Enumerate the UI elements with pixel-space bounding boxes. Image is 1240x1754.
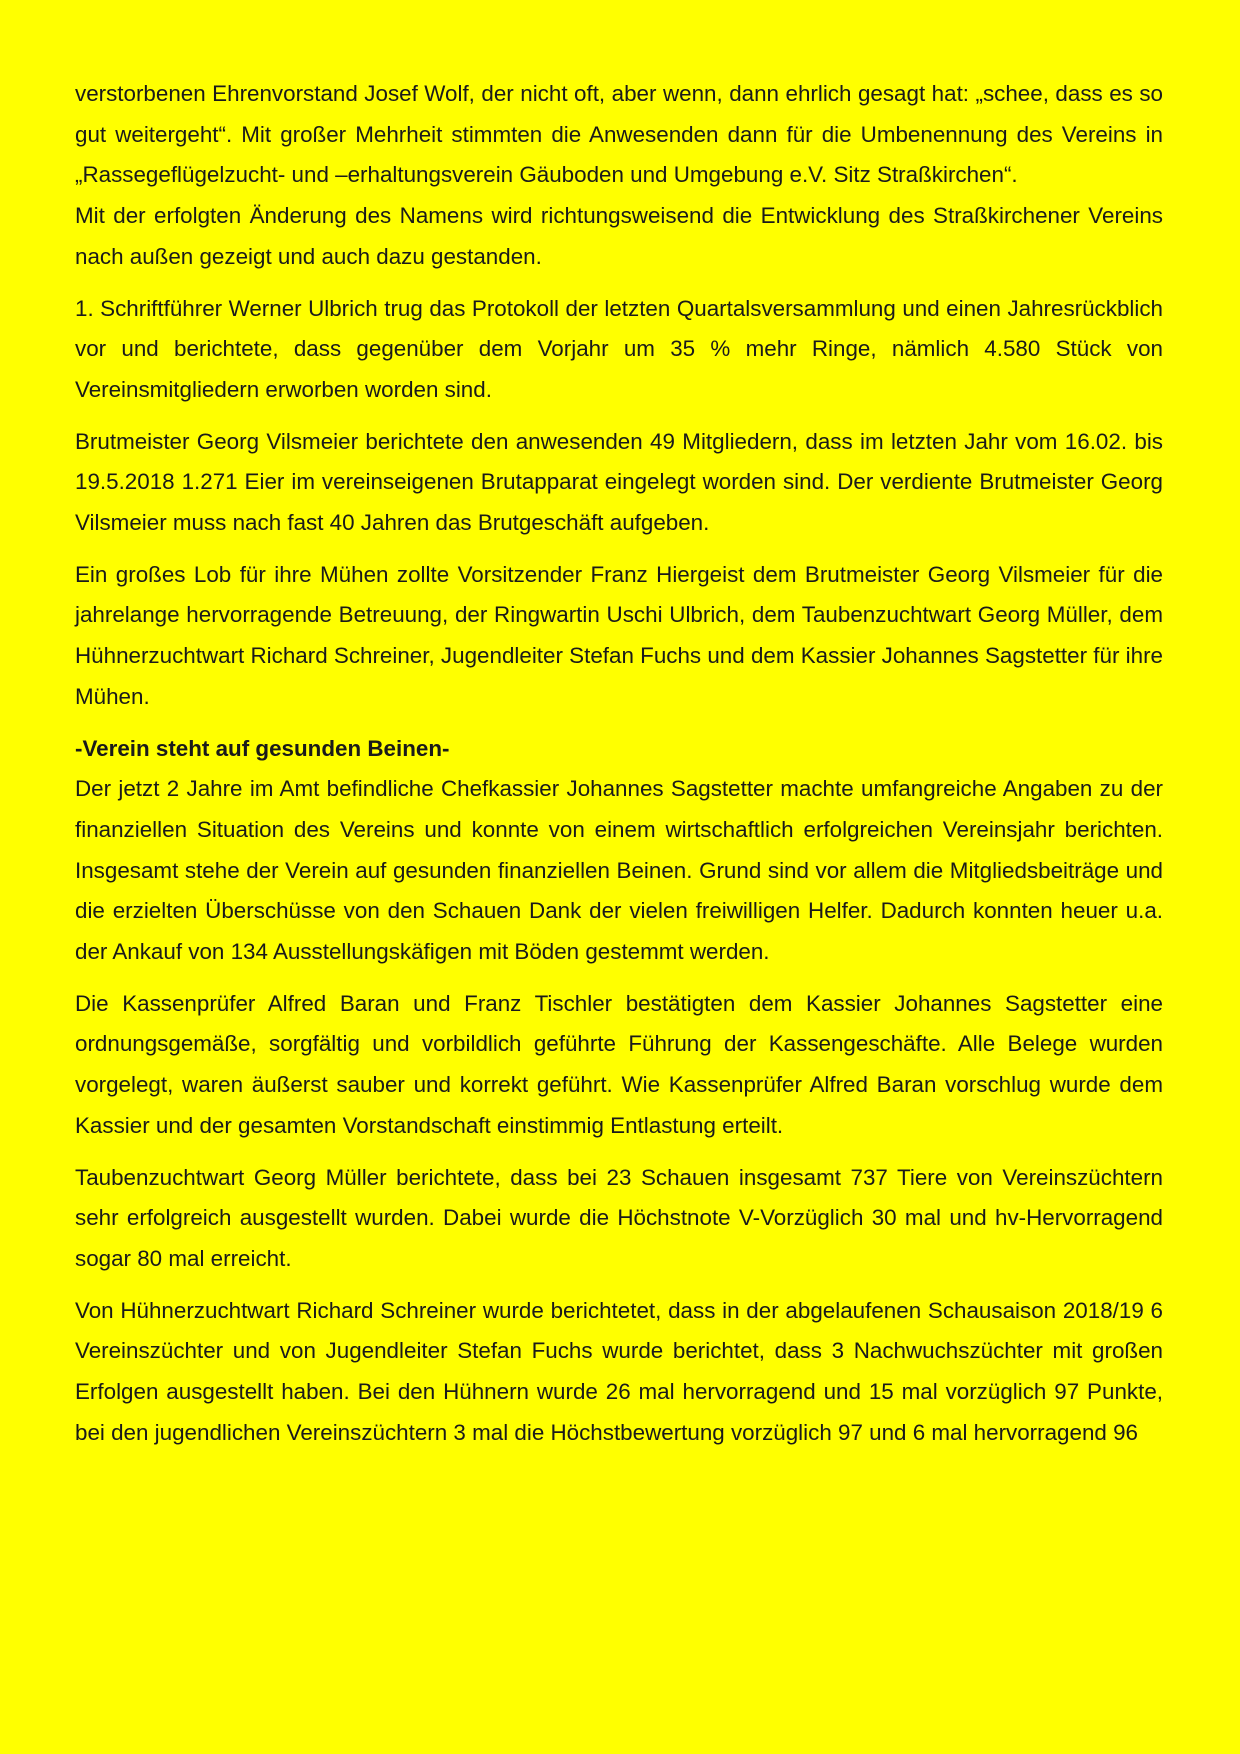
paragraph-name-change: Mit der erfolgten Änderung des Namens wird richtungsweisend die Entwicklung des Straßkirchener Vereins nach außen gezeigt und auch dazu gestanden. [75, 203, 1163, 269]
paragraph-pigeon-report: Taubenzuchtwart Georg Müller berichtete, dass bei 23 Schauen insgesamt 737 Tiere von Vereinszüchtern sehr erfolgreich ausgestellt wurden. Dabei wurde die Höchstnote V-Vorzüglich 30 mal und hv-Hervorragend sogar 80 mal erreicht. [75, 1164, 1163, 1271]
paragraph-renaming: verstorbenen Ehrenvorstand Josef Wolf, der nicht oft, aber wenn, dann ehrlich gesagt hat: „schee, dass es so gut weitergeht“. Mit großer Mehrheit stimmten die Anwesenden dann für die Umbenennung des Vereins in „Rassegeflügelzucht- und –erhaltungsverein Gäuboden und Umgebung e.V. Sitz Straßkirchen“. [75, 81, 1163, 188]
paragraph-brood-report: Brutmeister Georg Vilsmeier berichtete den anwesenden 49 Mitgliedern, dass im letzten Jahr vom 16.02. bis 19.5.2018 1.271 Eier im vereinseigenen Brutapparat eingelegt worden sind. Der verdiente Brutmeister Georg Vilsmeier muss nach fast 40 Jahren das Brutgeschäft aufgeben. [75, 428, 1163, 536]
paragraph-treasurer-report: Der jetzt 2 Jahre im Amt befindliche Chefkassier Johannes Sagstetter machte umfangreiche Angaben zu der finanziellen Situation des Vereins und konnte von einem wirtschaftlich erfolgreichen Vereinsjahr berichten. Insgesamt stehe der Verein auf gesunden finanziellen Beinen. Grund sind vor allem die Mitgliedsbeiträge und die erzielten Überschüsse von den Schauen Dank der vielen freiwilligen Helfer. Dadurch konnten heuer u.a. der Ankauf von 134 Ausstellungskäfigen mit Böden gestemmt werden. [75, 776, 1163, 965]
section-heading: -Verein steht auf gesunden Beinen- [75, 735, 450, 761]
paragraph-secretary-report: 1. Schriftführer Werner Ulbrich trug das Protokoll der letzten Quartalsversammlung und einen Jahresrückblich vor und berichtete, dass gegenüber dem Vorjahr um 35 % mehr Ringe, nämlich 4.580 Stück von Vereinsmitgliedern erworben worden sind. [75, 295, 1163, 402]
article-body [75, 74, 1163, 1465]
paragraph-praise: Ein großes Lob für ihre Mühen zollte Vorsitzender Franz Hiergeist dem Brutmeister Georg Vilsmeier für die jahrelange hervorragende Betreuung, der Ringwartin Uschi Ulbrich, dem Taubenzuchtwart Georg Müller, dem Hühnerzuchtwart Richard Schreiner, Jugendleiter Stefan Fuchs und dem Kassier Johannes Sagstetter für ihre Mühen. [75, 561, 1163, 709]
paragraph-audit: Die Kassenprüfer Alfred Baran und Franz Tischler bestätigten dem Kassier Johannes Sagstetter eine ordnungsgemäße, sorgfältig und vorbildlich geführte Führung der Kassengeschäfte. Alle Belege wurden vorgelegt, waren äußerst sauber und korrekt geführt. Wie Kassenprüfer Alfred Baran vorschlug wurde dem Kassier und der gesamten Vorstandschaft einstimmig Entlastung erteilt. [75, 990, 1163, 1138]
paragraph-poultry-report: Von Hühnerzuchtwart Richard Schreiner wurde berichtetet, dass in der abgelaufenen Schausaison 2018/19 6 Vereinszüchter und von Jugendleiter Stefan Fuchs wurde berichtet, dass 3 Nachwuchszüchter mit großen Erfolgen ausgestellt haben. Bei den Hühnern wurde 26 mal hervorragend und 15 mal vorzüglich 97 Punkte, bei den jugendlichen Vereinszüchtern 3 mal die Höchstbewertung vorzüglich 97 und 6 mal hervorragend 96 [75, 1297, 1163, 1445]
